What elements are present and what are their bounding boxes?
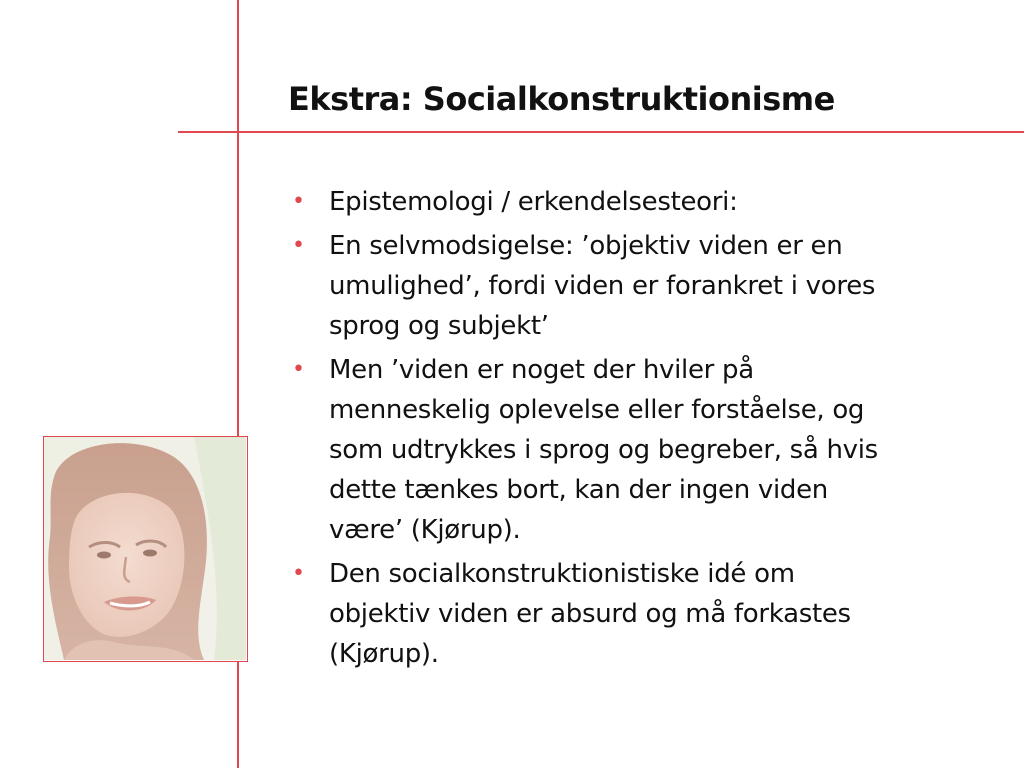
bullet-list (292, 182, 882, 678)
bullet-item (292, 182, 882, 222)
portrait-photo-icon (44, 437, 246, 660)
bullet-text: En selvmodsigelse: ’objektiv viden er en umulighed’, fordi viden er forankret i vores sprog og subjekt’ (329, 231, 876, 341)
bullet-item (292, 350, 882, 550)
horizontal-divider-line (178, 131, 1024, 133)
red-dot-icon: • (292, 189, 305, 214)
bullet-text: Epistemologi / erkendelsesteori: (329, 187, 738, 217)
bullet-text: Den socialkonstruktionistiske idé om objektiv viden er absurd og må forkastes (Kjørup). (329, 559, 851, 669)
red-dot-icon: • (292, 561, 305, 586)
bullet-item (292, 554, 882, 674)
red-dot-icon: • (292, 233, 305, 258)
slide-title: Ekstra: Socialkonstruktionisme (288, 80, 835, 118)
portrait-photo (43, 436, 248, 662)
bullet-text: Men ’viden er noget der hviler på menneskelig oplevelse eller forståelse, og som udtrykkes i sprog og begreber, så hvis dette tænkes bort, kan der ingen viden være’ (Kjørup). (329, 355, 878, 545)
bullet-item (292, 226, 882, 346)
red-dot-icon: • (292, 357, 305, 382)
